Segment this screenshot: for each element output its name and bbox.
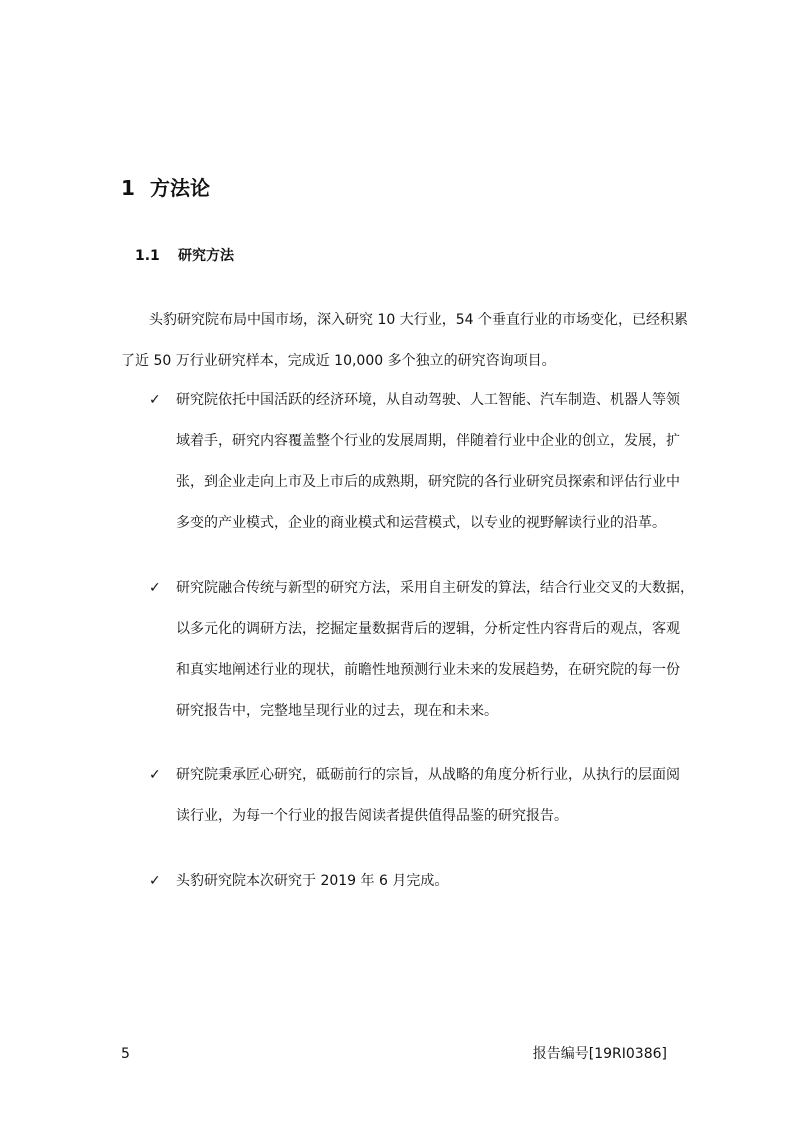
bullet-item [149,568,694,732]
bullet-line: 研究报告中，完整地呈现行业的过去，现在和未来。 [176,703,498,719]
section-number: 1 [121,176,135,200]
bullet-line: 研究院秉承匠心研究，砥砺前行的宗旨，从战略的角度分析行业，从执行的层面阅 [176,767,680,783]
bullet-text [176,861,689,902]
bullet-line: 张，到企业走向上市及上市后的成熟期，研究院的各行业研究员探索和评估行业中 [176,474,680,490]
bullet-line: 域着手，研究内容覆盖整个行业的发展周期，伴随着行业中企业的创立，发展，扩 [176,433,680,449]
checkmark-icon: ✓ [149,873,161,889]
subsection-number: 1.1 [135,248,160,264]
checkmark-icon: ✓ [149,580,161,596]
bullet-line: 头豹研究院本次研究于 2019 年 6 月完成。 [176,873,449,889]
bullet-text [176,380,689,544]
bullet-item [149,380,689,544]
bullet-text [176,755,689,837]
report-id: 报告编号[19RI0386] [532,1046,667,1062]
intro-line: 了近 50 万行业研究样本，完成近 10,000 多个独立的研究咨询项目。 [121,353,556,369]
section-title: 方法论 [150,176,210,200]
bullet-line: 以多元化的调研方法，挖掘定量数据背后的逻辑，分析定性内容背后的观点，客观 [176,621,680,637]
section-heading [121,174,210,202]
bullet-line: 和真实地阐述行业的现状，前瞻性地预测行业未来的发展趋势，在研究院的每一份 [176,662,680,678]
intro-line: 头豹研究院布局中国市场，深入研究 10 大行业，54 个垂直行业的市场变化，已经积累 [149,312,688,328]
bullet-line: 多变的产业模式，企业的商业模式和运营模式，以专业的视野解读行业的沿革。 [176,515,666,531]
checkmark-icon: ✓ [149,392,161,408]
bullet-item [149,755,689,837]
checkmark-icon: ✓ [149,767,161,783]
intro-paragraph [121,300,687,382]
subsection-heading [135,244,234,268]
subsection-title: 研究方法 [178,248,234,264]
bullet-item [149,861,689,902]
bullet-line: 研究院融合传统与新型的研究方法，采用自主研发的算法，结合行业交叉的大数据， [176,580,694,596]
bullet-line: 研究院依托中国活跃的经济环境，从自动驾驶、人工智能、汽车制造、机器人等领 [176,392,680,408]
bullet-line: 读行业，为每一个行业的报告阅读者提供值得品鉴的研究报告。 [176,808,568,824]
page-number: 5 [121,1046,130,1062]
bullet-text [176,568,694,732]
